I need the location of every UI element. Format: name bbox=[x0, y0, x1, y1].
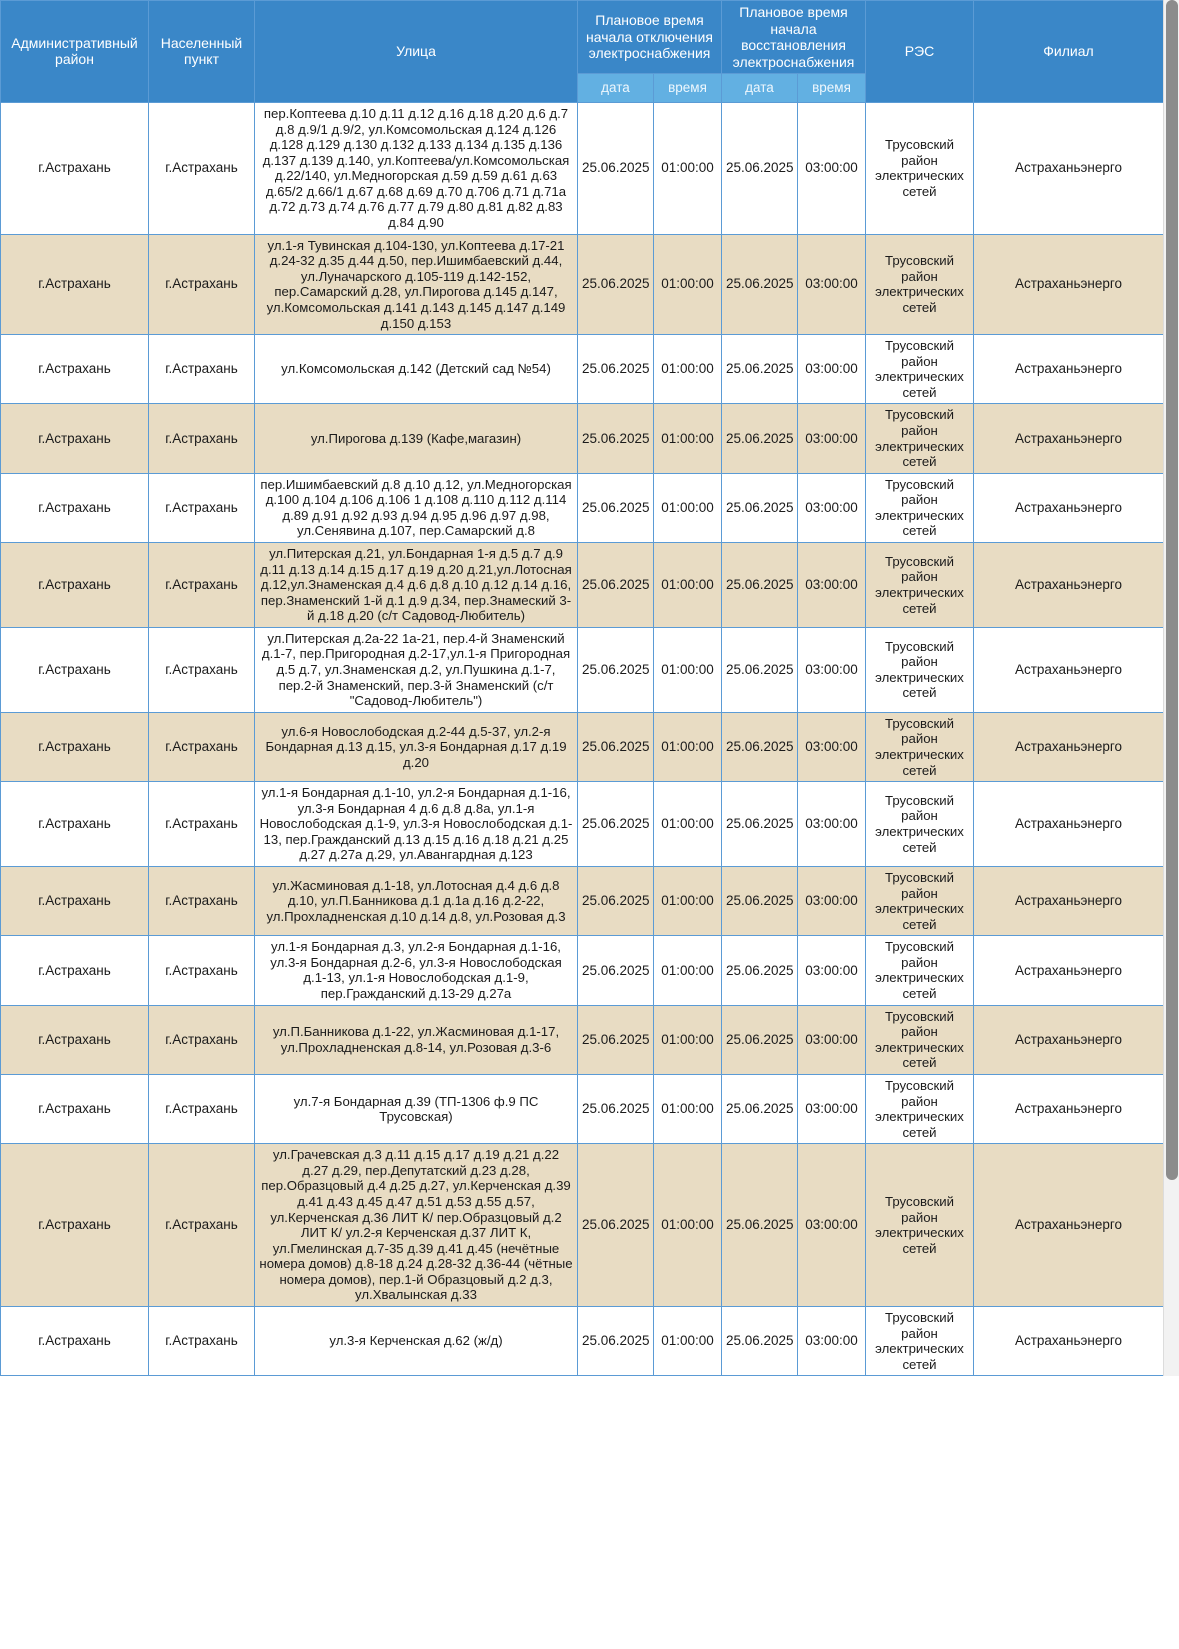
cell-street: пер.Коптеева д.10 д.11 д.12 д.16 д.18 д.20 д.6 д.7 д.8 д.9/1 д.9/2, ул.Комсомольская д.124 д.126 д.128 д.129 д.130 д.132 д.133 д.134 д.135 д.136 д.137 д.139 д.140, ул.Коптеева/ул.Комсомольская д.22/140, ул.Медногорская д.59 д.59 д.61 д.63 д.65/2 д.66/1 д.67 д.68 д.69 д.70 д.706 д.71 д.71а д.72 д.73 д.74 д.76 д.77 д.79 д.80 д.81 д.82 д.83 д.84 д.90 bbox=[255, 102, 578, 234]
cell-off-date: 25.06.2025 bbox=[578, 234, 654, 334]
cell-district: г.Астрахань bbox=[1, 936, 149, 1005]
cell-on-time: 03:00:00 bbox=[798, 234, 866, 334]
cell-locality: г.Астрахань bbox=[149, 234, 255, 334]
cell-on-time: 03:00:00 bbox=[798, 867, 866, 936]
cell-district: г.Астрахань bbox=[1, 234, 149, 334]
table-row bbox=[1, 1005, 1164, 1074]
cell-res: Трусовский район электрических сетей bbox=[866, 1307, 974, 1376]
cell-street: ул.П.Банникова д.1-22, ул.Жасминовая д.1-17, ул.Прохладненская д.8-14, ул.Розовая д.3-6 bbox=[255, 1005, 578, 1074]
cell-off-date: 25.06.2025 bbox=[578, 404, 654, 473]
cell-off-time: 01:00:00 bbox=[654, 234, 722, 334]
cell-on-date: 25.06.2025 bbox=[722, 936, 798, 1005]
cell-res: Трусовский район электрических сетей bbox=[866, 335, 974, 404]
cell-off-date: 25.06.2025 bbox=[578, 102, 654, 234]
column-subheader-on-time: время bbox=[798, 74, 866, 103]
cell-res: Трусовский район электрических сетей bbox=[866, 867, 974, 936]
cell-on-time: 03:00:00 bbox=[798, 335, 866, 404]
cell-locality: г.Астрахань bbox=[149, 627, 255, 712]
cell-on-time: 03:00:00 bbox=[798, 712, 866, 781]
cell-off-time: 01:00:00 bbox=[654, 543, 722, 628]
cell-street: пер.Ишимбаевский д.8 д.10 д.12, ул.Медногорская д.100 д.104 д.106 д.106 1 д.108 д.110 д.112 д.114 д.89 д.91 д.92 д.93 д.94 д.95 д.96 д.97 д.98, ул.Сенявина д.107, пер.Самарский д.8 bbox=[255, 473, 578, 542]
table-row bbox=[1, 782, 1164, 867]
cell-off-time: 01:00:00 bbox=[654, 102, 722, 234]
cell-on-date: 25.06.2025 bbox=[722, 234, 798, 334]
cell-res: Трусовский район электрических сетей bbox=[866, 782, 974, 867]
cell-res: Трусовский район электрических сетей bbox=[866, 1144, 974, 1307]
table-row bbox=[1, 1074, 1164, 1143]
cell-off-time: 01:00:00 bbox=[654, 936, 722, 1005]
table-row bbox=[1, 335, 1164, 404]
cell-filial: Астраханьэнерго bbox=[974, 1144, 1164, 1307]
cell-on-date: 25.06.2025 bbox=[722, 782, 798, 867]
table-row bbox=[1, 102, 1164, 234]
cell-off-time: 01:00:00 bbox=[654, 712, 722, 781]
table-body bbox=[1, 102, 1164, 1375]
cell-res: Трусовский район электрических сетей bbox=[866, 712, 974, 781]
cell-off-date: 25.06.2025 bbox=[578, 867, 654, 936]
cell-filial: Астраханьэнерго bbox=[974, 1307, 1164, 1376]
column-header-res: РЭС bbox=[866, 1, 974, 103]
cell-filial: Астраханьэнерго bbox=[974, 782, 1164, 867]
cell-on-time: 03:00:00 bbox=[798, 627, 866, 712]
cell-locality: г.Астрахань bbox=[149, 1307, 255, 1376]
table-row bbox=[1, 712, 1164, 781]
cell-locality: г.Астрахань bbox=[149, 936, 255, 1005]
column-header-street: Улица bbox=[255, 1, 578, 103]
cell-street: ул.Комсомольская д.142 (Детский сад №54) bbox=[255, 335, 578, 404]
cell-on-date: 25.06.2025 bbox=[722, 102, 798, 234]
cell-on-date: 25.06.2025 bbox=[722, 1144, 798, 1307]
table-row bbox=[1, 473, 1164, 542]
cell-filial: Астраханьэнерго bbox=[974, 936, 1164, 1005]
cell-street: ул.Питерская д.2а-22 1а-21, пер.4-й Знаменский д.1-7, пер.Пригородная д.2-17,ул.1-я Пригородная д.5 д.7, ул.Знаменская д.2, ул.Пушкина д.1-7, пер.2-й Знаменский, пер.3-й Знаменский (с/т "Садовод-Любитель") bbox=[255, 627, 578, 712]
cell-on-time: 03:00:00 bbox=[798, 404, 866, 473]
cell-off-time: 01:00:00 bbox=[654, 627, 722, 712]
cell-locality: г.Астрахань bbox=[149, 782, 255, 867]
vertical-scrollbar[interactable] bbox=[1163, 0, 1179, 1376]
cell-res: Трусовский район электрических сетей bbox=[866, 234, 974, 334]
cell-on-date: 25.06.2025 bbox=[722, 1005, 798, 1074]
cell-off-time: 01:00:00 bbox=[654, 1144, 722, 1307]
cell-district: г.Астрахань bbox=[1, 543, 149, 628]
cell-street: ул.Жасминовая д.1-18, ул.Лотосная д.4 д.6 д.8 д.10, ул.П.Банникова д.1 д.1а д.16 д.2-22, ул.Прохладненская д.10 д.14 д.8, ул.Розовая д.3 bbox=[255, 867, 578, 936]
cell-off-date: 25.06.2025 bbox=[578, 1307, 654, 1376]
cell-on-date: 25.06.2025 bbox=[722, 473, 798, 542]
cell-off-date: 25.06.2025 bbox=[578, 1074, 654, 1143]
cell-district: г.Астрахань bbox=[1, 627, 149, 712]
column-header-district: Административный район bbox=[1, 1, 149, 103]
cell-on-date: 25.06.2025 bbox=[722, 543, 798, 628]
cell-off-date: 25.06.2025 bbox=[578, 1005, 654, 1074]
cell-filial: Астраханьэнерго bbox=[974, 234, 1164, 334]
cell-on-time: 03:00:00 bbox=[798, 1074, 866, 1143]
cell-on-date: 25.06.2025 bbox=[722, 867, 798, 936]
cell-district: г.Астрахань bbox=[1, 473, 149, 542]
cell-locality: г.Астрахань bbox=[149, 1005, 255, 1074]
cell-res: Трусовский район электрических сетей bbox=[866, 102, 974, 234]
cell-off-time: 01:00:00 bbox=[654, 1005, 722, 1074]
column-header-outage-start: Плановое время начала отключения электроснабжения bbox=[578, 1, 722, 74]
column-header-locality: Населенный пункт bbox=[149, 1, 255, 103]
cell-district: г.Астрахань bbox=[1, 782, 149, 867]
cell-district: г.Астрахань bbox=[1, 335, 149, 404]
cell-on-time: 03:00:00 bbox=[798, 102, 866, 234]
cell-district: г.Астрахань bbox=[1, 712, 149, 781]
cell-off-time: 01:00:00 bbox=[654, 473, 722, 542]
cell-res: Трусовский район электрических сетей bbox=[866, 473, 974, 542]
table-row bbox=[1, 936, 1164, 1005]
cell-street: ул.1-я Тувинская д.104-130, ул.Коптеева д.17-21 д.24-32 д.35 д.44 д.50, пер.Ишимбаевский д.44, ул.Луначарского д.105-119 д.142-152, пер.Самарский д.28, ул.Пирогова д.145 д.147, ул.Комсомольская д.141 д.143 д.145 д.147 д.149 д.150 д.153 bbox=[255, 234, 578, 334]
cell-on-time: 03:00:00 bbox=[798, 543, 866, 628]
column-subheader-off-time: время bbox=[654, 74, 722, 103]
cell-filial: Астраханьэнерго bbox=[974, 1005, 1164, 1074]
cell-district: г.Астрахань bbox=[1, 1074, 149, 1143]
cell-district: г.Астрахань bbox=[1, 404, 149, 473]
cell-on-time: 03:00:00 bbox=[798, 782, 866, 867]
cell-locality: г.Астрахань bbox=[149, 1144, 255, 1307]
cell-on-date: 25.06.2025 bbox=[722, 712, 798, 781]
scrollbar-thumb[interactable] bbox=[1166, 0, 1178, 1180]
cell-district: г.Астрахань bbox=[1, 867, 149, 936]
cell-res: Трусовский район электрических сетей bbox=[866, 1074, 974, 1143]
table-header bbox=[1, 1, 1164, 103]
cell-locality: г.Астрахань bbox=[149, 712, 255, 781]
column-header-restore-start: Плановое время начала восстановления электроснабжения bbox=[722, 1, 866, 74]
cell-street: ул.Питерская д.21, ул.Бондарная 1-я д.5 д.7 д.9 д.11 д.13 д.14 д.15 д.17 д.19 д.20 д.21,ул.Лотосная д.12,ул.Знаменская д.4 д.6 д.8 д.10 д.12 д.14 д.16, пер.Знаменский 1-й д.1 д.9 д.34, пер.Знамеский 3-й д.18 д.20 (с/т Садовод-Любитель) bbox=[255, 543, 578, 628]
table-row bbox=[1, 627, 1164, 712]
cell-res: Трусовский район электрических сетей bbox=[866, 627, 974, 712]
column-subheader-on-date: дата bbox=[722, 74, 798, 103]
cell-locality: г.Астрахань bbox=[149, 102, 255, 234]
cell-on-time: 03:00:00 bbox=[798, 936, 866, 1005]
cell-street: ул.6-я Новослободская д.2-44 д.5-37, ул.2-я Бондарная д.13 д.15, ул.3-я Бондарная д.17 д.19 д.20 bbox=[255, 712, 578, 781]
cell-off-date: 25.06.2025 bbox=[578, 543, 654, 628]
cell-on-date: 25.06.2025 bbox=[722, 335, 798, 404]
cell-res: Трусовский район электрических сетей bbox=[866, 543, 974, 628]
cell-locality: г.Астрахань bbox=[149, 404, 255, 473]
cell-locality: г.Астрахань bbox=[149, 543, 255, 628]
cell-on-time: 03:00:00 bbox=[798, 473, 866, 542]
cell-locality: г.Астрахань bbox=[149, 1074, 255, 1143]
cell-off-date: 25.06.2025 bbox=[578, 782, 654, 867]
table-row bbox=[1, 1144, 1164, 1307]
cell-res: Трусовский район электрических сетей bbox=[866, 1005, 974, 1074]
cell-off-date: 25.06.2025 bbox=[578, 627, 654, 712]
cell-res: Трусовский район электрических сетей bbox=[866, 936, 974, 1005]
cell-off-date: 25.06.2025 bbox=[578, 712, 654, 781]
cell-off-date: 25.06.2025 bbox=[578, 473, 654, 542]
cell-filial: Астраханьэнерго bbox=[974, 543, 1164, 628]
cell-locality: г.Астрахань bbox=[149, 867, 255, 936]
cell-off-time: 01:00:00 bbox=[654, 335, 722, 404]
cell-off-time: 01:00:00 bbox=[654, 867, 722, 936]
cell-filial: Астраханьэнерго bbox=[974, 404, 1164, 473]
cell-off-time: 01:00:00 bbox=[654, 1074, 722, 1143]
cell-on-time: 03:00:00 bbox=[798, 1307, 866, 1376]
cell-district: г.Астрахань bbox=[1, 1005, 149, 1074]
cell-filial: Астраханьэнерго bbox=[974, 102, 1164, 234]
cell-street: ул.1-я Бондарная д.1-10, ул.2-я Бондарная д.1-16, ул.3-я Бондарная 4 д.6 д.8 д.8а, ул.1-я Новослободская д.1-9, ул.3-я Новослободская д.1-13, пер.Гражданский д.13 д.15 д.16 д.18 д.21 д.25 д.27 д.27а д.29, ул.Авангардная д.123 bbox=[255, 782, 578, 867]
cell-district: г.Астрахань bbox=[1, 102, 149, 234]
cell-filial: Астраханьэнерго bbox=[974, 712, 1164, 781]
cell-off-time: 01:00:00 bbox=[654, 404, 722, 473]
cell-res: Трусовский район электрических сетей bbox=[866, 404, 974, 473]
cell-on-time: 03:00:00 bbox=[798, 1144, 866, 1307]
cell-off-time: 01:00:00 bbox=[654, 1307, 722, 1376]
table-row bbox=[1, 543, 1164, 628]
table-row bbox=[1, 404, 1164, 473]
cell-locality: г.Астрахань bbox=[149, 473, 255, 542]
cell-off-time: 01:00:00 bbox=[654, 782, 722, 867]
cell-filial: Астраханьэнерго bbox=[974, 627, 1164, 712]
cell-district: г.Астрахань bbox=[1, 1307, 149, 1376]
cell-on-date: 25.06.2025 bbox=[722, 1074, 798, 1143]
cell-on-date: 25.06.2025 bbox=[722, 404, 798, 473]
cell-on-time: 03:00:00 bbox=[798, 1005, 866, 1074]
cell-on-date: 25.06.2025 bbox=[722, 1307, 798, 1376]
cell-street: ул.3-я Керченская д.62 (ж/д) bbox=[255, 1307, 578, 1376]
cell-filial: Астраханьэнерго bbox=[974, 335, 1164, 404]
cell-street: ул.Пирогова д.139 (Кафе,магазин) bbox=[255, 404, 578, 473]
cell-off-date: 25.06.2025 bbox=[578, 1144, 654, 1307]
cell-street: ул.1-я Бондарная д.3, ул.2-я Бондарная д.1-16, ул.3-я Бондарная д.2-6, ул.3-я Новослободская д.1-13, ул.1-я Новослободская д.1-9, пер.Гражданский д.13-29 д.27а bbox=[255, 936, 578, 1005]
cell-street: ул.7-я Бондарная д.39 (ТП-1306 ф.9 ПС Трусовская) bbox=[255, 1074, 578, 1143]
table-row bbox=[1, 867, 1164, 936]
table-header-row bbox=[1, 1, 1164, 74]
cell-locality: г.Астрахань bbox=[149, 335, 255, 404]
cell-off-date: 25.06.2025 bbox=[578, 936, 654, 1005]
cell-district: г.Астрахань bbox=[1, 1144, 149, 1307]
cell-on-date: 25.06.2025 bbox=[722, 627, 798, 712]
column-header-filial: Филиал bbox=[974, 1, 1164, 103]
cell-off-date: 25.06.2025 bbox=[578, 335, 654, 404]
column-subheader-off-date: дата bbox=[578, 74, 654, 103]
table-row bbox=[1, 234, 1164, 334]
cell-filial: Астраханьэнерго bbox=[974, 473, 1164, 542]
cell-filial: Астраханьэнерго bbox=[974, 867, 1164, 936]
cell-street: ул.Грачевская д.3 д.11 д.15 д.17 д.19 д.21 д.22 д.27 д.29, пер.Депутатский д.23 д.28, пер.Образцовый д.4 д.25 д.27, ул.Керченская д.39 д.41 д.43 д.45 д.47 д.51 д.53 д.55 д.57, ул.Керченская д.36 ЛИТ К/ пер.Образцовый д.2 ЛИТ К/ ул.2-я Керченская д.37 ЛИТ К, ул.Гмелинская д.7-35 д.39 д.41 д.45 (нечётные номера домов) д.8-18 д.24 д.28-32 д.36-44 (чётные номера домов), пер.1-й Образцовый д.2 д.3, ул.Хвалынская д.33 bbox=[255, 1144, 578, 1307]
cell-filial: Астраханьэнерго bbox=[974, 1074, 1164, 1143]
table-row bbox=[1, 1307, 1164, 1376]
